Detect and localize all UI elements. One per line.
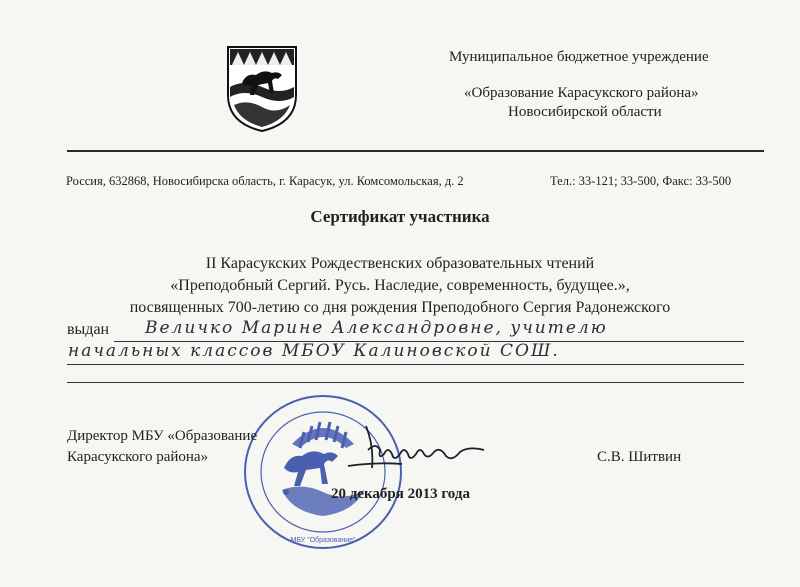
handwritten-recipient-line2: начальных классов МБОУ Калиновской СОШ.	[68, 341, 560, 361]
fill-line-2	[67, 364, 744, 365]
director-title-line2: Карасукского района»	[67, 449, 209, 465]
signature-mark-icon	[344, 420, 490, 478]
org-name-line1: Муниципальное бюджетное учреждение	[449, 49, 709, 65]
certificate-date: 20 декабря 2013 года	[331, 486, 470, 502]
org-name-line2: «Образование Карасукского района»	[464, 85, 699, 101]
issued-label: выдан	[67, 321, 110, 338]
address-text: Россия, 632868, Новосибирска область, г. Карасук, ул. Комсомольская, д. 2	[66, 174, 464, 188]
svg-text:МБУ "Образование": МБУ "Образование"	[290, 537, 356, 544]
coat-of-arms-icon	[224, 43, 300, 133]
phone-text: Тел.: 33-121; 33-500, Факс: 33-500	[550, 174, 732, 188]
body-line-1: II Карасукских Рождественских образовательных чтений	[205, 255, 595, 272]
header-divider	[67, 150, 764, 152]
body-line-2: «Преподобный Сергий. Русь. Наследие, современность, будущее.»,	[170, 277, 630, 294]
fill-line-3	[67, 382, 744, 383]
certificate-title: Сертификат участника	[310, 207, 490, 226]
body-line-3: посвященных 700-летию со дня рождения Преподобного Сергия Радонежского	[129, 299, 671, 316]
org-name-line3: Новосибирской области	[508, 104, 662, 120]
signer-name: С.В. Шитвин	[597, 449, 682, 465]
handwritten-recipient-line1: Величко Марине Александровне, учителю	[145, 318, 608, 338]
director-title-line1: Директор МБУ «Образование	[67, 428, 258, 444]
